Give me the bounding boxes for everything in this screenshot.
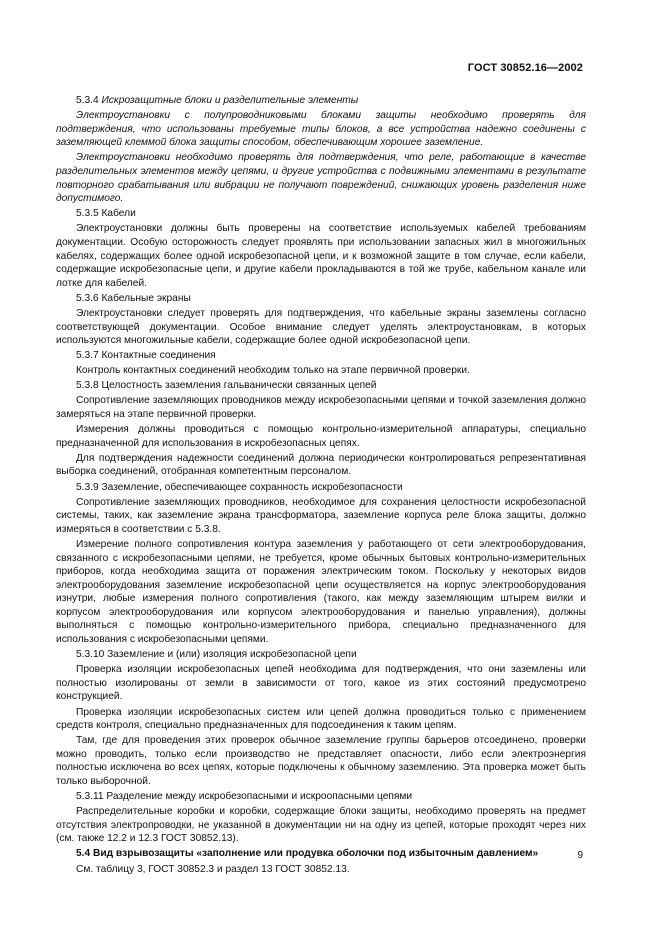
section-5-3-11-heading: 5.3.11 Разделение между искробезопасными и искроопасными цепями xyxy=(76,791,413,803)
paragraph: Сопротивление заземляющих проводников между искробезопасными цепями и точкой заземления должно замеряться на этапе первичной проверки. xyxy=(56,395,586,421)
paragraph: Распределительные коробки и коробки, содержащие блоки защиты, необходимо проверять на предмет отсутствия электропроводки, не указанной в документации ни на одну из цепей, которые проходят через них (см. также 12.2 и 12.3 ГОСТ 30852.13). xyxy=(56,806,586,845)
document-body xyxy=(56,94,586,878)
paragraph: Сопротивление заземляющих проводников, необходимое для сохранения целостности искробезопасной системы, таких, как заземление экрана трансформатора, заземление корпуса реле блока защиты, должно измеряться в соответствии с 5.3.8. xyxy=(56,496,586,535)
paragraph: Контроль контактных соединений необходим только на этапе первичной проверки. xyxy=(76,365,470,377)
paragraph: Измерение полного сопротивления контура заземления у работающего от сети электрооборудования, связанного с искробезопасными цепями, не требуется, кроме обычных бытовых контрольно-измерительных приборов, когда необходима защита от поражения электрическим током. Поскольку у некоторых видов электрооборудования заземление искробезопасной цепи осуществляется на корпус электрооборудования изнутри, любые измерения полного сопротивления (такого, как между заземляющим штырем вилки и корпусом электрооборудования или корпусом электрооборудования и панелью управления), должны выполняться с помощью контрольно-измерительного прибора, специально предназначенного для использования с искробезопасными цепями. xyxy=(56,538,586,646)
section-5-3-10-heading: 5.3.10 Заземление и (или) изоляция искробезопасной цепи xyxy=(76,649,357,661)
section-5-3-8-heading: 5.3.8 Целостность заземления гальванически связанных цепей xyxy=(76,380,377,392)
page-number: 9 xyxy=(577,850,583,861)
paragraph: Измерения должны проводиться с помощью контрольно-измерительной аппаратуры, специально предназначенной для использования в искробезопасных цепях. xyxy=(56,424,586,449)
section-number: 5.3.4 xyxy=(76,95,99,106)
document-code: ГОСТ 30852.16—2002 xyxy=(467,62,583,74)
section-title: Искрозащитные блоки и разделительные элементы xyxy=(101,95,359,106)
section-5-3-7-heading: 5.3.7 Контактные соединения xyxy=(76,350,216,362)
section-5-3-5-heading: 5.3.5 Кабели xyxy=(76,208,136,220)
paragraph: Электроустановки должны быть проверены на соответствие используемых кабелей требованиям документации. Особую осторожность следует проявлять при использовании запасных жил в многожильных кабелях, содержащих более одной искробезопасной цепи, и к возможной защите в том случае, если кабели, содержащие искробезопасные цепи, и другие кабели прокладываются в той же трубе, кабельном канале или лотке для кабелей. xyxy=(56,223,586,289)
paragraph: Там, где для проведения этих проверок обычное заземление группы барьеров отсоединено, проверки можно проводить, только если производство не представляет опасности, либо если электроэнергия полностью исключена во всех цепях, которые подключены к обычному заземлению. Эта проверка может быть только выборочной. xyxy=(56,735,586,787)
paragraph: Электроустановки с полупроводниковыми блоками защиты необходимо проверять для подтверждения, что использованы требуемые типы блоков, а все устройства надежно соединены с заземляющей клеммой блока защиты способом, обеспечивающим хорошее заземление. xyxy=(56,110,586,149)
paragraph: Проверка изоляции искробезопасных цепей необходима для подтверждения, что они заземлены или полностью изолированы от земли в зависимости от того, какое из этих состояний предусмотрено конструкцией. xyxy=(56,664,586,703)
section-5-4-heading: 5.4 Вид взрывозащиты «заполнение или продувка оболочки под избыточным давлением» xyxy=(76,848,539,860)
section-5-3-9-heading: 5.3.9 Заземление, обеспечивающее сохранность искробезопасности xyxy=(76,481,403,493)
paragraph: Проверка изоляции искробезопасных систем или цепей должна проводиться только с применением средств контроля, специально предназначенных для подсоединения к таким цепям. xyxy=(56,706,586,732)
paragraph: См. таблицу 3, ГОСТ 30852.3 и раздел 13 ГОСТ 30852.13. xyxy=(76,863,350,875)
paragraph: Для подтверждения надежности соединений должна периодически контролироваться репрезентативная выборка соединений, отобранная компетентным персоналом. xyxy=(56,452,586,478)
paragraph: Электроустановки необходимо проверять для подтверждения, что реле, работающие в качестве разделительных элементов между цепями, и другие устройства с подвижными элементами в результате повторного срабатывания или вибрации не получают повреждений, снижающих уровень разделения ниже допустимого. xyxy=(56,152,586,205)
section-5-3-4-heading xyxy=(56,94,586,108)
section-5-3-6-heading: 5.3.6 Кабельные экраны xyxy=(76,292,191,304)
paragraph: Электроустановки следует проверять для подтверждения, что кабельные экраны заземлены согласно соответствующей документации. Особое внимание следует уделять электроустановкам, в которых используются многожильные кабели, содержащие более одной искробезопасной цепи. xyxy=(56,307,586,347)
